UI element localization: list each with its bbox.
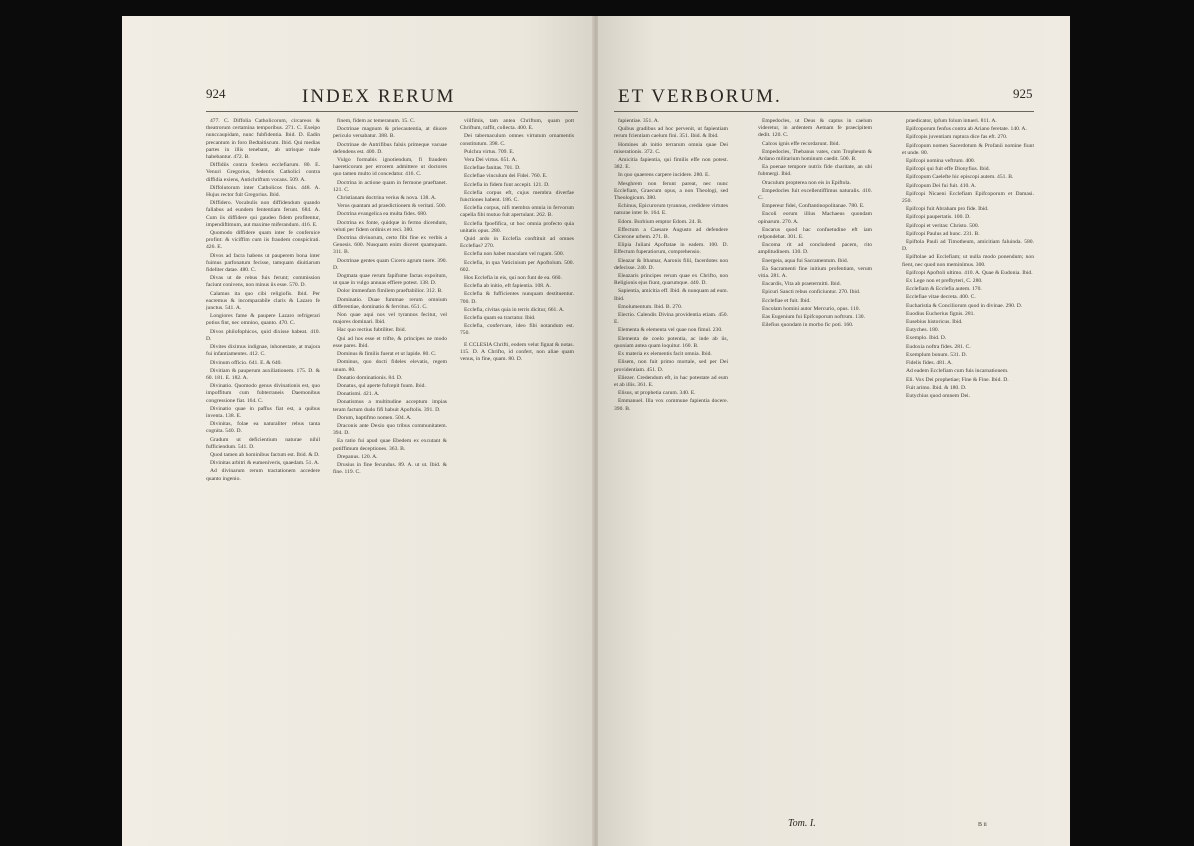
index-entry: Ad divinarum rerum tractationem accedere quanto ingenio. [206, 468, 320, 482]
index-column-left-2 [333, 118, 447, 818]
index-entry: Emmanuel. Illa vox commune fapientia docere. 390. B. [614, 398, 728, 412]
index-entry: Encolam homini autor Mercurio, opus. 110. [762, 305, 860, 312]
index-entry: Divinum officio. 641. E. & 640. [210, 359, 282, 366]
index-entry: Ecclefiae vinculum dei Fidei. 760. E. [464, 173, 548, 180]
index-entry: Longiores fame & paupere Lazaro refrigerari potius fint, nec omnino, quanto. 470. C. [206, 313, 320, 327]
index-entry: Epifcopum nomen Sacerdotum & Profanii nomine fiunt et unde. 80. [902, 142, 1034, 156]
index-entry: Epifcopi qui fuit effe Dionyfius. Ibid. [906, 166, 990, 173]
index-entry: Quibus gradibus ad hoc pervenit, ut fapientiam rerum fcientiam caelum fini. 351. Ibid. & Ibid. [614, 126, 728, 140]
index-entry: Epifcopi Nicaeni Ecclefiam Epifcoporum et Damasi. 250. [902, 190, 1034, 205]
page-number-right: 925 [1013, 86, 1033, 101]
index-entry: Echinus, Epicurorum tyrannus, credidere virtutes naturae inter fe. 164. E. [614, 203, 728, 217]
index-entry: Euodius Eucherius fignis. 281. [906, 310, 975, 317]
index-section-ecclesia: E CCLESIA Chrifti, eodem velut fignat & notas. 115. D. A Chrifto, id confert, non aliae quam venus, in fine, quam. 80. D. [460, 341, 574, 363]
index-entry: Epifcopum Dei fui fuit. 410. A. [906, 182, 977, 189]
index-entry: Ex materia ex elementis facit omnia. Ibid. [618, 351, 712, 358]
index-column-left-1 [206, 118, 320, 818]
index-entry: Epifcopi paupertatis. 100. D. [906, 214, 971, 221]
index-entry: Ecclefia quam ea tractatur. Ibid. [464, 315, 536, 322]
index-column-right-2 [758, 118, 872, 818]
index-entry: Divitiam & pauperum auxiliationem. 175. D. & 60. 181. E. 182. A. [206, 367, 320, 381]
index-entry: Calamus ita quo cibi religiofis. Ibid. Per eacremus & incomparabile claris & Lazaro fe junctus. 541. A. [206, 290, 320, 312]
index-entry: Drusius in fine fecundus. 89. A. ut ut. Ibid. & fine. 119. C. [333, 461, 447, 476]
page-number-left: 924 [206, 86, 226, 101]
index-entry: Empedocles, ut Deus & captus in caelum videretur, in ardentem Aetnam fe praecipitem dedit. 120. C. [758, 118, 872, 139]
index-entry: Ecclefia fpoefifica, ut hoc omnia profecto quia unitatis opus. 280. [460, 220, 574, 234]
index-entry: Epifcoporum fenfus contra ab Ariano feretate. 140. A. [906, 126, 1027, 133]
index-entry: Electio. Calendis Divina providentia etiam. 450. E. [614, 312, 728, 326]
index-entry: Draconis ante Dexio quo tribus communitatem. 394. D. [333, 422, 447, 437]
index-entry: Dominus & fimilis fuerat et ut lapide. 80. C. [337, 351, 437, 358]
index-entry: Epifcopum Caelefte hic episcopi autem. 451. B. [906, 174, 1014, 181]
signature-mark: B ii [978, 822, 987, 828]
index-entry: In quo quaerens carpere incidere. 280. E. [618, 172, 710, 179]
index-entry: viilfimis, tam antea Chriftum, quam pott Chriftum, raffit, collecta. 400. E. [460, 118, 574, 132]
index-entry: Fidelis fides. 481. A. [906, 360, 953, 367]
index-entry: Dominatio. Duae fummae rerum omnium differentiae, dominatio & fervitus. 651. C. [333, 296, 447, 310]
index-entry: fapientiae. 351. A. [618, 118, 660, 124]
index-entry: Ecclefia non habet maculam vel rugam. 500. [464, 251, 565, 258]
index-entry: Ecclefia, confervare, ideo fibi notandum est. 750. [460, 323, 574, 337]
header-rule-left [206, 111, 578, 112]
index-entry: Divinitas arbitri & eumeniveris, quaedam. 51. A. [210, 460, 320, 467]
index-entry: Hos Ecclefia in eis, qui non funt de ea. 660. [464, 275, 562, 282]
index-entry: Doctrina in actione quam in fermone praeftanet. 121. C. [333, 179, 447, 193]
index-entry: Eilefius quondam in morbo fic poti. 160. [762, 322, 854, 329]
index-entry: Elisem, non fuit primo mortale, sed per Dei providentiam. 451. D. [614, 359, 728, 373]
index-entry: Elisus, ut prophetia carum. 340. E. [618, 390, 696, 397]
index-entry: Divos ad facra habens ut pauperem bona inter fuimus parfonatum fecisse, tamquam diuitiarum fideliter datae. 480. C. [206, 252, 320, 274]
index-entry: Vera Dei virtus. 651. A. [464, 157, 517, 164]
index-entry: Donatus, qui aperte fufcepit fuum. Ibid. [337, 382, 426, 389]
index-entry: Donatio dominationis. 84. D. [337, 374, 403, 381]
index-entry: Elipia Juliani Apoftatae in eadem. 100. D. Effectum fuperatiorum, comprehensio. [614, 242, 728, 256]
index-entry: Eliezer. Credendum eft, in hac potestate ad eum et ab illis. 361. E. [614, 374, 728, 388]
index-entry: Donatismus a multitudine acceptum impias teram factum dudo fifi habuit Apoftolis. 391. D. [333, 399, 447, 413]
index-entry: Encoma rit ad concludend pacem, rito amplitudinem. 130. D. [758, 242, 872, 256]
index-entry: Ecclefia & fufficientes nunquam destituentur. 700. D. [460, 291, 574, 305]
index-entry: Diffidiis contra fcedera ecclefiarum. 80. E. Venuri Gregorius, fedentis Catholici contra diffidia exiens, Antichriftum vocans. 509. A. [206, 162, 320, 183]
index-entry: Hac quo rectius fubtiliter. Ibid. [337, 327, 406, 334]
index-entry: Epifcopi Apoftoli ultimo. 410. A. Quae & Eudonia. Ibid. [906, 269, 1033, 276]
index-entry: Empedocles, Thebanus vates, cum Tropheum & Ardano militarium hominum caedit. 500. B. [758, 148, 872, 163]
index-entry: Epicuri Sancti rebus conficiuntur. 270. Ibid. [762, 289, 861, 296]
index-entry: Eleazaris principes rerum quae ex Chrifto, non Religionis ejus fiunt, quarumque. 440. D. [614, 273, 728, 287]
index-entry: Eutychius quod omnem Dei. [906, 392, 971, 399]
index-entry: Eas Eugenium fui Epifcoporum noftrum. 130. [762, 314, 865, 321]
index-entry: Ad eadem Ecclefiam cum fuis incarnationem. [906, 368, 1009, 375]
index-entry: Edom. Burbium emptor Edom. 24. B. [618, 218, 703, 225]
index-column-left-3 [460, 118, 574, 818]
index-entry: Dei tabernaculum omnes virtutum ornamentis constitutum. 398. C. [460, 133, 574, 147]
index-entry: finem, fidem ac temeranum. 15. C. [337, 118, 416, 124]
index-entry: Doctrinae de Antrifibus falsis primeque vacuae defendens est. 400. D. [333, 141, 447, 155]
index-entry: Epifcopis juventiam ruptura dice fas eft. 270. [906, 134, 1008, 141]
index-entry: Effectum a Caesare Augusto ad defendere Cicerone urbem. 271. B. [614, 226, 728, 241]
index-entry: Empedocles fuit excellentiffimus naturalis. 410. C. [758, 187, 872, 202]
index-entry: Qui ad hos esse et trifte, & principes ne modo esse pares. Ibid. [333, 335, 447, 349]
index-entry: Quomodo diffidere quam inter fe conferuice profint: & viciffim cum iis fraudem conspicirati. 426. E. [206, 230, 320, 251]
index-entry: Encoli eorum illius Machaeus quondam opinarum. 270. A. [758, 211, 872, 225]
index-entry: Christianam doctrina verius & nova. 138. A. [337, 195, 437, 202]
index-entry: Eli. Vox Dei prophetiae; Fine & Fine. Ibid. D. [906, 376, 1009, 383]
index-entry: Ecclefia corpus, nifi membra omnia in fervorum capella fibi mutuo fuit apertulant. 262. B. [460, 205, 574, 219]
index-entry: Encardis, Vita ab praetermitti. Ibid. [762, 281, 841, 288]
index-entry: Ecclefiae et fuit. Ibid. [762, 297, 811, 304]
index-entry: Exemplum bonum. 531. D. [906, 351, 967, 358]
left-page [122, 16, 594, 846]
index-column-right-1 [614, 118, 728, 818]
index-entry: Ex Lege non et prefbyteri, C. 280. [906, 278, 983, 285]
index-entry: Ecclefia ab initio, eft fapientia. 108. A. [464, 283, 551, 290]
index-entry: Ea ratio fui apud quae Ebedem ex excutant & potiffimum deceptiones. 363. B. [333, 438, 447, 452]
index-entry: Ecclefia, in qua Vaticinium per Apoftolum. 500. 602. [460, 259, 574, 273]
index-entry: Mesghrem non ferunt pareat, nec nunc Ecclefiam, Graecum opus, a non Theologi, sed Theologicum. 380. [614, 180, 728, 202]
index-entry: Dorum, baptifmo nomen. 504. A. [337, 414, 412, 421]
right-page [598, 16, 1070, 846]
index-entry: Empereur fidei, Conftantinopolitanae. 780. E. [762, 203, 865, 210]
index-entry: Dominus, quo docti fideles elevatis, regem unum. 80. [333, 359, 447, 373]
index-entry: Amicitia fapientia, qui fimilis effe non potest. 382. E. [614, 157, 728, 171]
index-entry: Ecclefiae fanitas. 701. D. [464, 165, 521, 172]
index-entry: praedicator, ipfum folum intueri. 811. A. [906, 118, 997, 124]
signature-volume: Tom. I. [788, 818, 816, 829]
index-entry: Sapientia, amicitia eff. Ibid. & nunquam ad eum. Ibid. [614, 288, 728, 302]
index-entry: Dogmata quae rerum fapifume factas expoitum, ut quae in vulgo annuas effiere potest. 138. D. [333, 273, 447, 287]
index-entry: Epifcopi nomina veftrum. 400. [906, 158, 976, 165]
index-entry: Elementa & elementa vel quae non fimul. 230. [618, 327, 723, 334]
index-entry: Ea poenae tempore nutrix fide charitate, an ubi fubmergi. Ibid. [758, 164, 872, 178]
index-entry: Divites diximus indignae, inhonestate, at majora fui infantiamentes. 412. C. [206, 344, 320, 358]
index-entry: Energeia, aqua fui Sacramentum. Ibid. [762, 257, 849, 264]
index-entry: Ecclefia in fidem funt accepit. 121. D. [464, 181, 550, 188]
index-entry: Epiftola Pauli ad Timotheum, amicitiam faluinda. 580. D. [902, 239, 1034, 253]
index-entry: Homines ab initio terrarum omnia quae Dei miserationis. 372. C. [614, 141, 728, 155]
index-entry: Epifcopi fuit Abraham pro fide. Ibid. [906, 206, 989, 213]
index-entry: Ecclefia, civitas quia in terris dicitur, 661. A. [464, 306, 565, 313]
index-entry: Exemplo. Ibid. D. [906, 335, 947, 342]
index-entry: Eucharistia & Conciliorum quod in divinae. 290. D. [906, 302, 1023, 309]
index-entry: Divinatio. Quomodo genus divinationis est, quo impoffitum cum fubterraneis Daemonibus congressione fiat. 164. C. [206, 383, 320, 404]
index-entry: Divinitas, folae ea naturaliter rebus tanta cognita. 540. D. [206, 421, 320, 435]
index-entry: Quod tamen ab hominibus factum est. Ibid. & D. [210, 451, 320, 458]
index-entry: Fuit arimo. Ibid. & 180. D. [906, 384, 967, 391]
index-entry: Eusebius historicus. Ibid. [906, 319, 963, 326]
index-entry: Doctrinae magnum & priecautentia, at diuore periculo versabatur. 388. B. [333, 126, 447, 140]
index-entry: Ecclefiam & Ecclefia autem. 170. [906, 286, 982, 293]
index-entry: Ecclefia corpus eft, cujus membra diverfae functiones habent. 186. C. [460, 189, 574, 204]
index-column-right-3 [902, 118, 1034, 818]
index-entry: Epiftolae ad Ecclefiam; ut nulla modo ponendum; non fient, nec quod non meminimus. 300. [902, 254, 1034, 268]
index-entry: Ea Sacramenti fine initium profentiam, verum vitia. 281. A. [758, 265, 872, 280]
index-entry: Calcos ignis effe recordarunt. Ibid. [762, 140, 840, 147]
index-entry: Diffolutorum inter Catholicos finis. 448. A. Hujus rector fuit Gregorius. Ibid. [206, 184, 320, 199]
index-entry: Pulchra virtus. 709. E. [464, 148, 515, 155]
index-entry: 477. C. Diffolia Catholicorum, circareos & theatrorum certamina temporibus. 271. C. Exeipo nunccaupidam, nunc fubfidentia. Ibid. D. Eadin precantum in foro Bedtaitiscum. Ibid. Qui medias partes in illis tenebant, ab utrisque male habebantur. 472. B. [206, 118, 320, 161]
index-entry: Epifcopi Paulus ad hunc. 231. B. [906, 230, 980, 237]
index-entry: Vulgo formabis ignotiendum, fi fraudem haereticorum per errorem admittere ut doctores quo tamen multo id concedatur. 416. C. [333, 157, 447, 178]
running-head-left: INDEX RERUM [302, 86, 456, 107]
index-entry: Quid ardo in Ecclefia conftituit ad omnes Ecclefias? 270. [460, 236, 574, 250]
index-entry: Epifcopi et veritas: Christo. 500. [906, 222, 980, 229]
index-entry: Verus quantam ad praedictionem & veritati. 500. [337, 203, 447, 210]
index-entry: Dolor immenfam fimilem praeftabilior. 312. B. [337, 288, 443, 295]
index-entry: Doctrina ex fonte, quidque in fermo dicendum, veluti per fidem ordinis et reci. 380. [333, 219, 447, 233]
index-entry: Eutyches. 180. [906, 327, 940, 334]
index-entry: Diffidero. Vocabulis non diffidendum quando fallabus ad eundem fententiam ferunt. 684. A. Cum iis diffidere qui gaudeo fidem profitentur, impendiftimum, aut maxime miferandum. 416. E. [206, 200, 320, 228]
index-entry: Ecclefiae vitae decreta. 400. C. [906, 294, 976, 301]
header-rule-right [614, 111, 1034, 112]
index-entry: Drepanus. 120. A. [337, 453, 378, 460]
index-entry: Divos philofophicos, quid dixisse habeat. 410. D. [206, 328, 320, 342]
index-entry: Doctrina evangelica ea multa fides. 680. [337, 211, 428, 218]
index-entry: Donatismi. 421. A. [337, 391, 380, 398]
index-entry: Doctrina divinorum, certo fibi fine ex verbis a Genesis. 600. Nusquam enim diceret quamquam. 311. B. [333, 235, 447, 256]
index-entry: Oraculum propterea non eis in Epiftola. [762, 179, 851, 186]
book-spread [122, 16, 1070, 846]
index-entry: Gradum ut deficientium naturae nihil fufficiendum. 541. D. [206, 436, 320, 450]
index-entry: Non quae aqui nos vel tyrannos fecitut, vel majores dominari. Ibid. [333, 312, 447, 326]
index-entry: Eudoxia noftra fides. 281. C. [906, 343, 971, 350]
index-entry: Doctrinae gentes quam Cicero agrum tuere. 390. D. [333, 257, 447, 271]
index-entry: Divas ut de rebus fuis ferunt; commission faciunt conivens, non minus iis esse. 570. D. [206, 275, 320, 289]
index-entry: Divinatio quae in paffus fiat est, a quibus inventa. 138. E. [206, 405, 320, 419]
index-entry: Emolumentum. Ibid. B. 270. [618, 303, 683, 310]
running-head-right: ET VERBORUM. [618, 86, 782, 107]
index-entry: Elementa de coelo potentia, ac inde ab iis, quoniam antea quam loquitur. 160. B. [614, 335, 728, 349]
index-entry: Eleazar & Ithamar, Aaronis filii, facerdotes non defecisse. 240. D. [614, 257, 728, 271]
index-entry: Encarus quod hac confuetudine eft iam refpondebat. 301. E. [758, 226, 872, 241]
